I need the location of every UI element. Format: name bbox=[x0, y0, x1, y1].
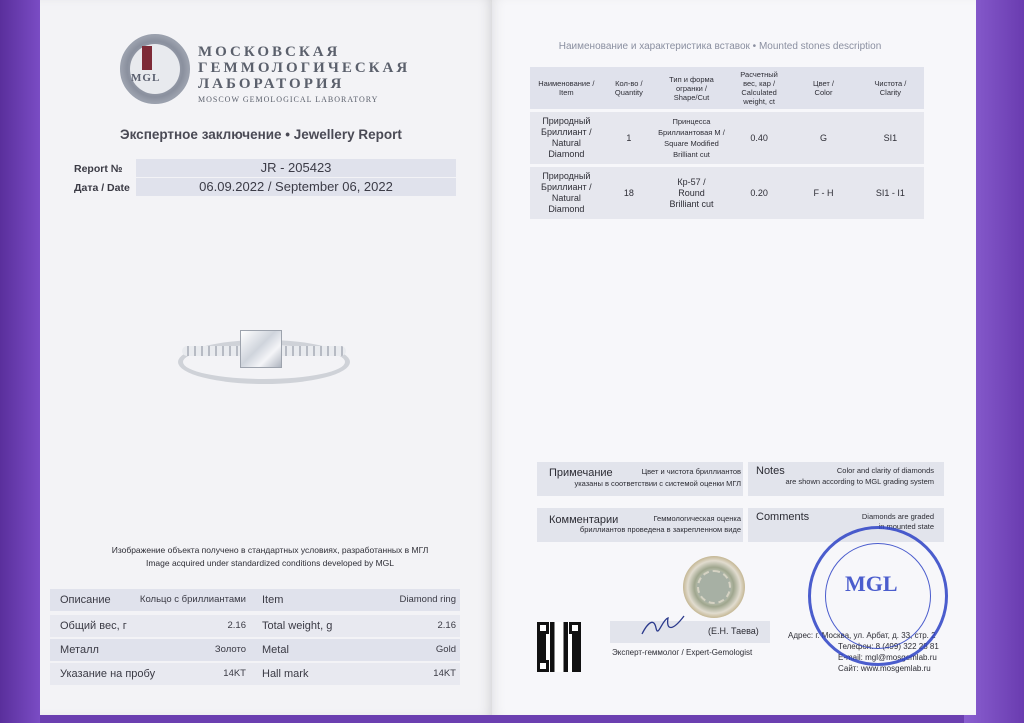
comments-ru-text-2: бриллиантов проведена в закрепленном виде bbox=[579, 525, 741, 534]
notes-en-title: Notes bbox=[756, 465, 785, 477]
table-row bbox=[530, 167, 924, 219]
stone-quantity: 18 bbox=[603, 167, 655, 219]
comments-ru-title: Комментарии bbox=[549, 514, 619, 526]
description-en-label: Total weight, g bbox=[262, 620, 333, 632]
description-en-label: Hall mark bbox=[262, 668, 309, 680]
description-row bbox=[50, 639, 460, 661]
report-title: Экспертное заключение • Jewellery Report bbox=[120, 127, 402, 142]
logo-text: MGL bbox=[131, 72, 161, 84]
description-ru-value: 14KT bbox=[223, 668, 246, 679]
description-en-label: Metal bbox=[262, 644, 289, 656]
phone-line: Телефон: 8 (499) 322 28 81 bbox=[838, 642, 939, 651]
comments-ru-text-1: Геммологическая оценка bbox=[653, 514, 741, 523]
notes-en-text-2: are shown according to MGL grading system bbox=[785, 477, 934, 486]
stones-table-header bbox=[530, 67, 924, 109]
notes-ru-text-1: Цвет и чистота бриллиантов bbox=[641, 467, 741, 476]
description-ru-value: Кольцо с бриллиантами bbox=[139, 594, 246, 605]
stone-clarity: SI1 - I1 bbox=[857, 167, 924, 219]
stone-quantity: 1 bbox=[603, 112, 655, 164]
report-date-label: Дата / Date bbox=[74, 182, 130, 194]
address-line: Адрес: г. Москва, ул. Арбат, д. 33, стр. 2 bbox=[788, 631, 936, 640]
hologram-seal-icon bbox=[683, 556, 745, 618]
description-ru-label: Металл bbox=[60, 644, 99, 656]
image-caption bbox=[90, 544, 450, 570]
description-en-value: 14KT bbox=[433, 668, 456, 679]
signature-icon bbox=[638, 614, 688, 644]
comments-en-text-1: Diamonds are graded bbox=[861, 512, 934, 521]
description-ru-label: Описание bbox=[60, 594, 111, 606]
website-line: Сайт: www.mosgemlab.ru bbox=[838, 664, 931, 673]
lab-name-line-2: ГЕММОЛОГИЧЕСКАЯ bbox=[198, 60, 411, 76]
lab-name-english: MOSCOW GEMOLOGICAL LABORATORY bbox=[198, 95, 379, 104]
description-ru-value: 2.16 bbox=[227, 620, 246, 631]
description-ru-label: Общий вес, г bbox=[60, 620, 127, 632]
mgl-logo-icon bbox=[120, 34, 190, 104]
purple-background-left bbox=[0, 0, 40, 723]
report-number-label: Report № bbox=[74, 163, 123, 175]
stone-color: G bbox=[790, 112, 856, 164]
header-quantity: Кол-во / Quantity bbox=[603, 67, 655, 109]
stone-color: F - H bbox=[790, 167, 856, 219]
description-row bbox=[50, 615, 460, 637]
table-row bbox=[530, 112, 924, 164]
expert-role: Эксперт-геммолог / Expert-Gemologist bbox=[612, 648, 753, 657]
stone-item: Природный Бриллиант / Natural Diamond bbox=[530, 167, 603, 219]
description-en-value: 2.16 bbox=[437, 620, 456, 631]
report-number-value: JR - 205423 bbox=[136, 159, 456, 177]
comments-ru-box bbox=[537, 508, 743, 542]
description-en-value: Diamond ring bbox=[399, 594, 456, 605]
header-weight: Расчетный вес, кар / Calculated weight, ct bbox=[728, 67, 790, 109]
stones-table bbox=[530, 64, 924, 222]
image-caption-en: Image acquired under standardized conditions developed by MGL bbox=[145, 558, 395, 568]
stones-table-title: Наименование и характеристика вставок • Mounted stones description bbox=[558, 41, 882, 52]
email-line: E-mail: mgl@mosgemlab.ru bbox=[838, 653, 937, 662]
lab-name-line-1: МОСКОВСКАЯ bbox=[198, 44, 341, 60]
stone-cut: Кр-57 / Round Brilliant cut bbox=[655, 167, 728, 219]
header-clarity: Чистота / Clarity bbox=[857, 67, 924, 109]
image-caption-ru: Изображение объекта получено в стандартных условиях, разработанных в МГЛ bbox=[111, 545, 429, 555]
report-date-value: 06.09.2022 / September 06, 2022 bbox=[136, 178, 456, 196]
stamp-text: MGL bbox=[845, 571, 898, 596]
header-color: Цвет / Color bbox=[790, 67, 856, 109]
description-row bbox=[50, 589, 460, 611]
description-ru-value: Золото bbox=[214, 644, 246, 655]
stone-cut: Принцесса Бриллиантовая М / Square Modified Brilliant cut bbox=[655, 112, 728, 164]
notes-ru-title: Примечание bbox=[549, 467, 613, 479]
description-en-label: Item bbox=[262, 594, 284, 606]
comments-en-text-2: in mounted state bbox=[878, 522, 934, 531]
notes-en-text-1: Color and clarity of diamonds bbox=[836, 466, 934, 475]
description-en-value: Gold bbox=[435, 644, 456, 655]
stone-weight: 0.40 bbox=[728, 112, 790, 164]
header-shape-cut: Тип и форма огранки / Shape/Cut bbox=[655, 67, 728, 109]
ring-center-diamond bbox=[240, 330, 282, 368]
description-ru-label: Указание на пробу bbox=[60, 668, 156, 680]
notes-ru-box bbox=[537, 462, 743, 496]
expert-name: (Е.Н. Таева) bbox=[708, 626, 759, 636]
header-item: Наименование / Item bbox=[530, 67, 603, 109]
comments-en-title: Comments bbox=[756, 511, 810, 523]
lab-name-line-3: ЛАБОРАТОРИЯ bbox=[198, 76, 345, 92]
qr-code-icon bbox=[537, 622, 581, 672]
stone-item: Природный Бриллиант / Natural Diamond bbox=[530, 112, 603, 164]
stone-weight: 0.20 bbox=[728, 167, 790, 219]
notes-ru-text-2: указаны в соответствии с системой оценки МГЛ bbox=[574, 479, 741, 488]
description-row bbox=[50, 663, 460, 685]
stone-clarity: SI1 bbox=[857, 112, 924, 164]
notes-en-box bbox=[748, 462, 944, 496]
official-stamp-icon bbox=[808, 526, 948, 666]
